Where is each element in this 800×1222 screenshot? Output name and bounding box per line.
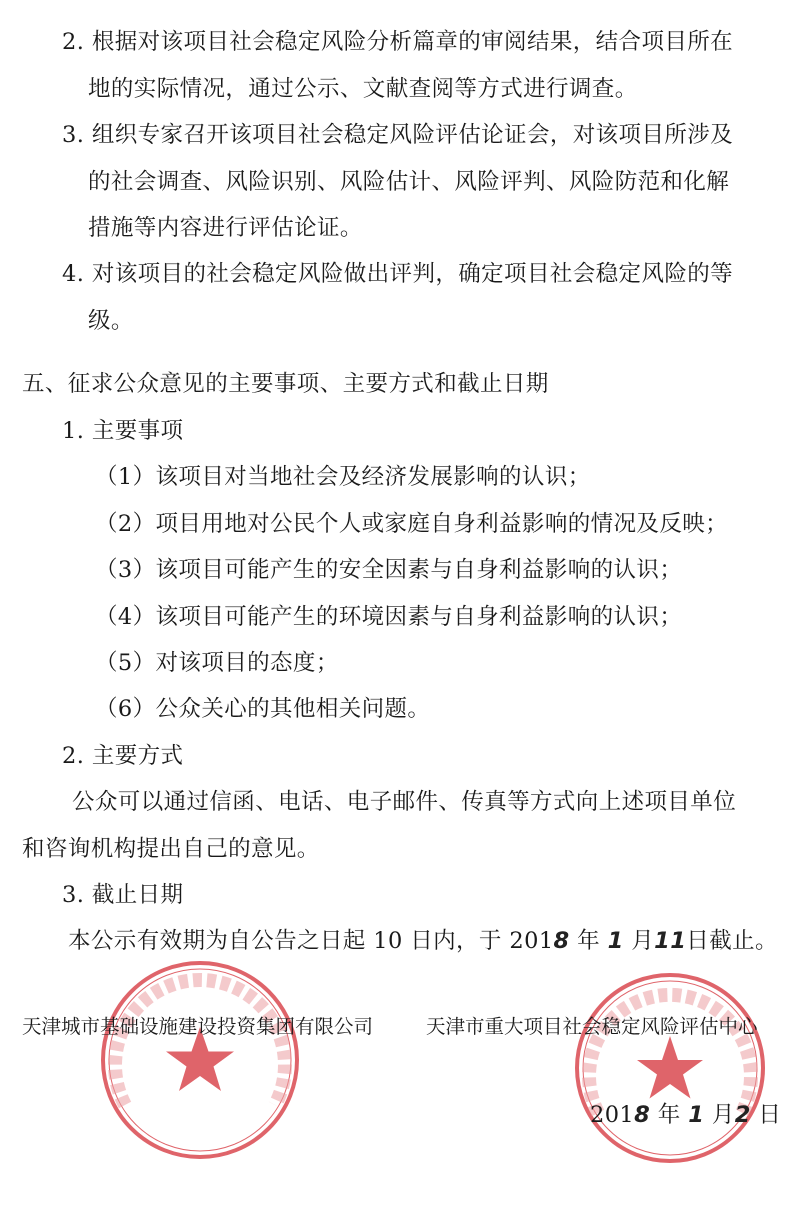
item-2-line-2: 地的实际情况，通过公示、文献查阅等方式进行调查。 [88, 76, 638, 102]
matter-item-5: （5）对该项目的态度； [95, 650, 339, 676]
date-year-handwritten: 8 [634, 1102, 651, 1128]
item-3-line-3: 措施等内容进行评估论证。 [88, 215, 363, 241]
date-day-handwritten: 2 [734, 1102, 751, 1128]
signature-org-2: 天津市重大项目社会稳定风险评估中心 [426, 1015, 758, 1038]
matter-item-1: （1）该项目对当地社会及经济发展影响的认识； [95, 464, 591, 490]
section-5-heading: 五、征求公众意见的主要事项、主要方式和截止日期 [22, 371, 549, 397]
date-month-handwritten: 1 [688, 1102, 705, 1128]
official-seal-right [570, 968, 770, 1168]
item-2-line-1: 2. 根据对该项目社会稳定风险分析篇章的审阅结果，结合项目所在 [62, 29, 734, 55]
matter-item-2: （2）项目用地对公民个人或家庭自身利益影响的情况及反映； [95, 511, 729, 537]
item-3-line-2: 的社会调查、风险识别、风险估计、风险评判、风险防范和化解 [88, 169, 730, 195]
item-4-line-2: 级。 [88, 308, 134, 334]
issue-date: 2018 年 1 月2 日 [590, 1102, 782, 1128]
item-4-line-1: 4. 对该项目的社会稳定风险做出评判，确定项目社会稳定风险的等 [62, 261, 734, 287]
deadline-year-handwritten: 8 [553, 928, 570, 954]
matter-item-6: （6）公众关心的其他相关问题。 [95, 696, 431, 722]
subsection-2-title: 2. 主要方式 [62, 743, 184, 769]
deadline-line: 本公示有效期为自公告之日起 10 日内，于 2018 年 1 月11日截止。 [68, 928, 778, 954]
method-line-1: 公众可以通过信函、电话、电子邮件、传真等方式向上述项目单位 [72, 789, 737, 815]
signature-org-1: 天津城市基础设施建设投资集团有限公司 [22, 1015, 374, 1038]
matter-item-4: （4）该项目可能产生的环境因素与自身利益影响的认识； [95, 604, 683, 630]
method-line-2: 和咨询机构提出自己的意见。 [22, 836, 320, 862]
deadline-month-handwritten: 1 [607, 928, 624, 954]
item-3-line-1: 3. 组织专家召开该项目社会稳定风险评估论证会，对该项目所涉及 [62, 122, 734, 148]
subsection-3-title: 3. 截止日期 [62, 882, 184, 908]
official-seal-left [95, 955, 305, 1165]
subsection-1-title: 1. 主要事项 [62, 418, 184, 444]
deadline-day-handwritten: 11 [654, 928, 687, 954]
matter-item-3: （3）该项目可能产生的安全因素与自身利益影响的认识； [95, 557, 683, 583]
